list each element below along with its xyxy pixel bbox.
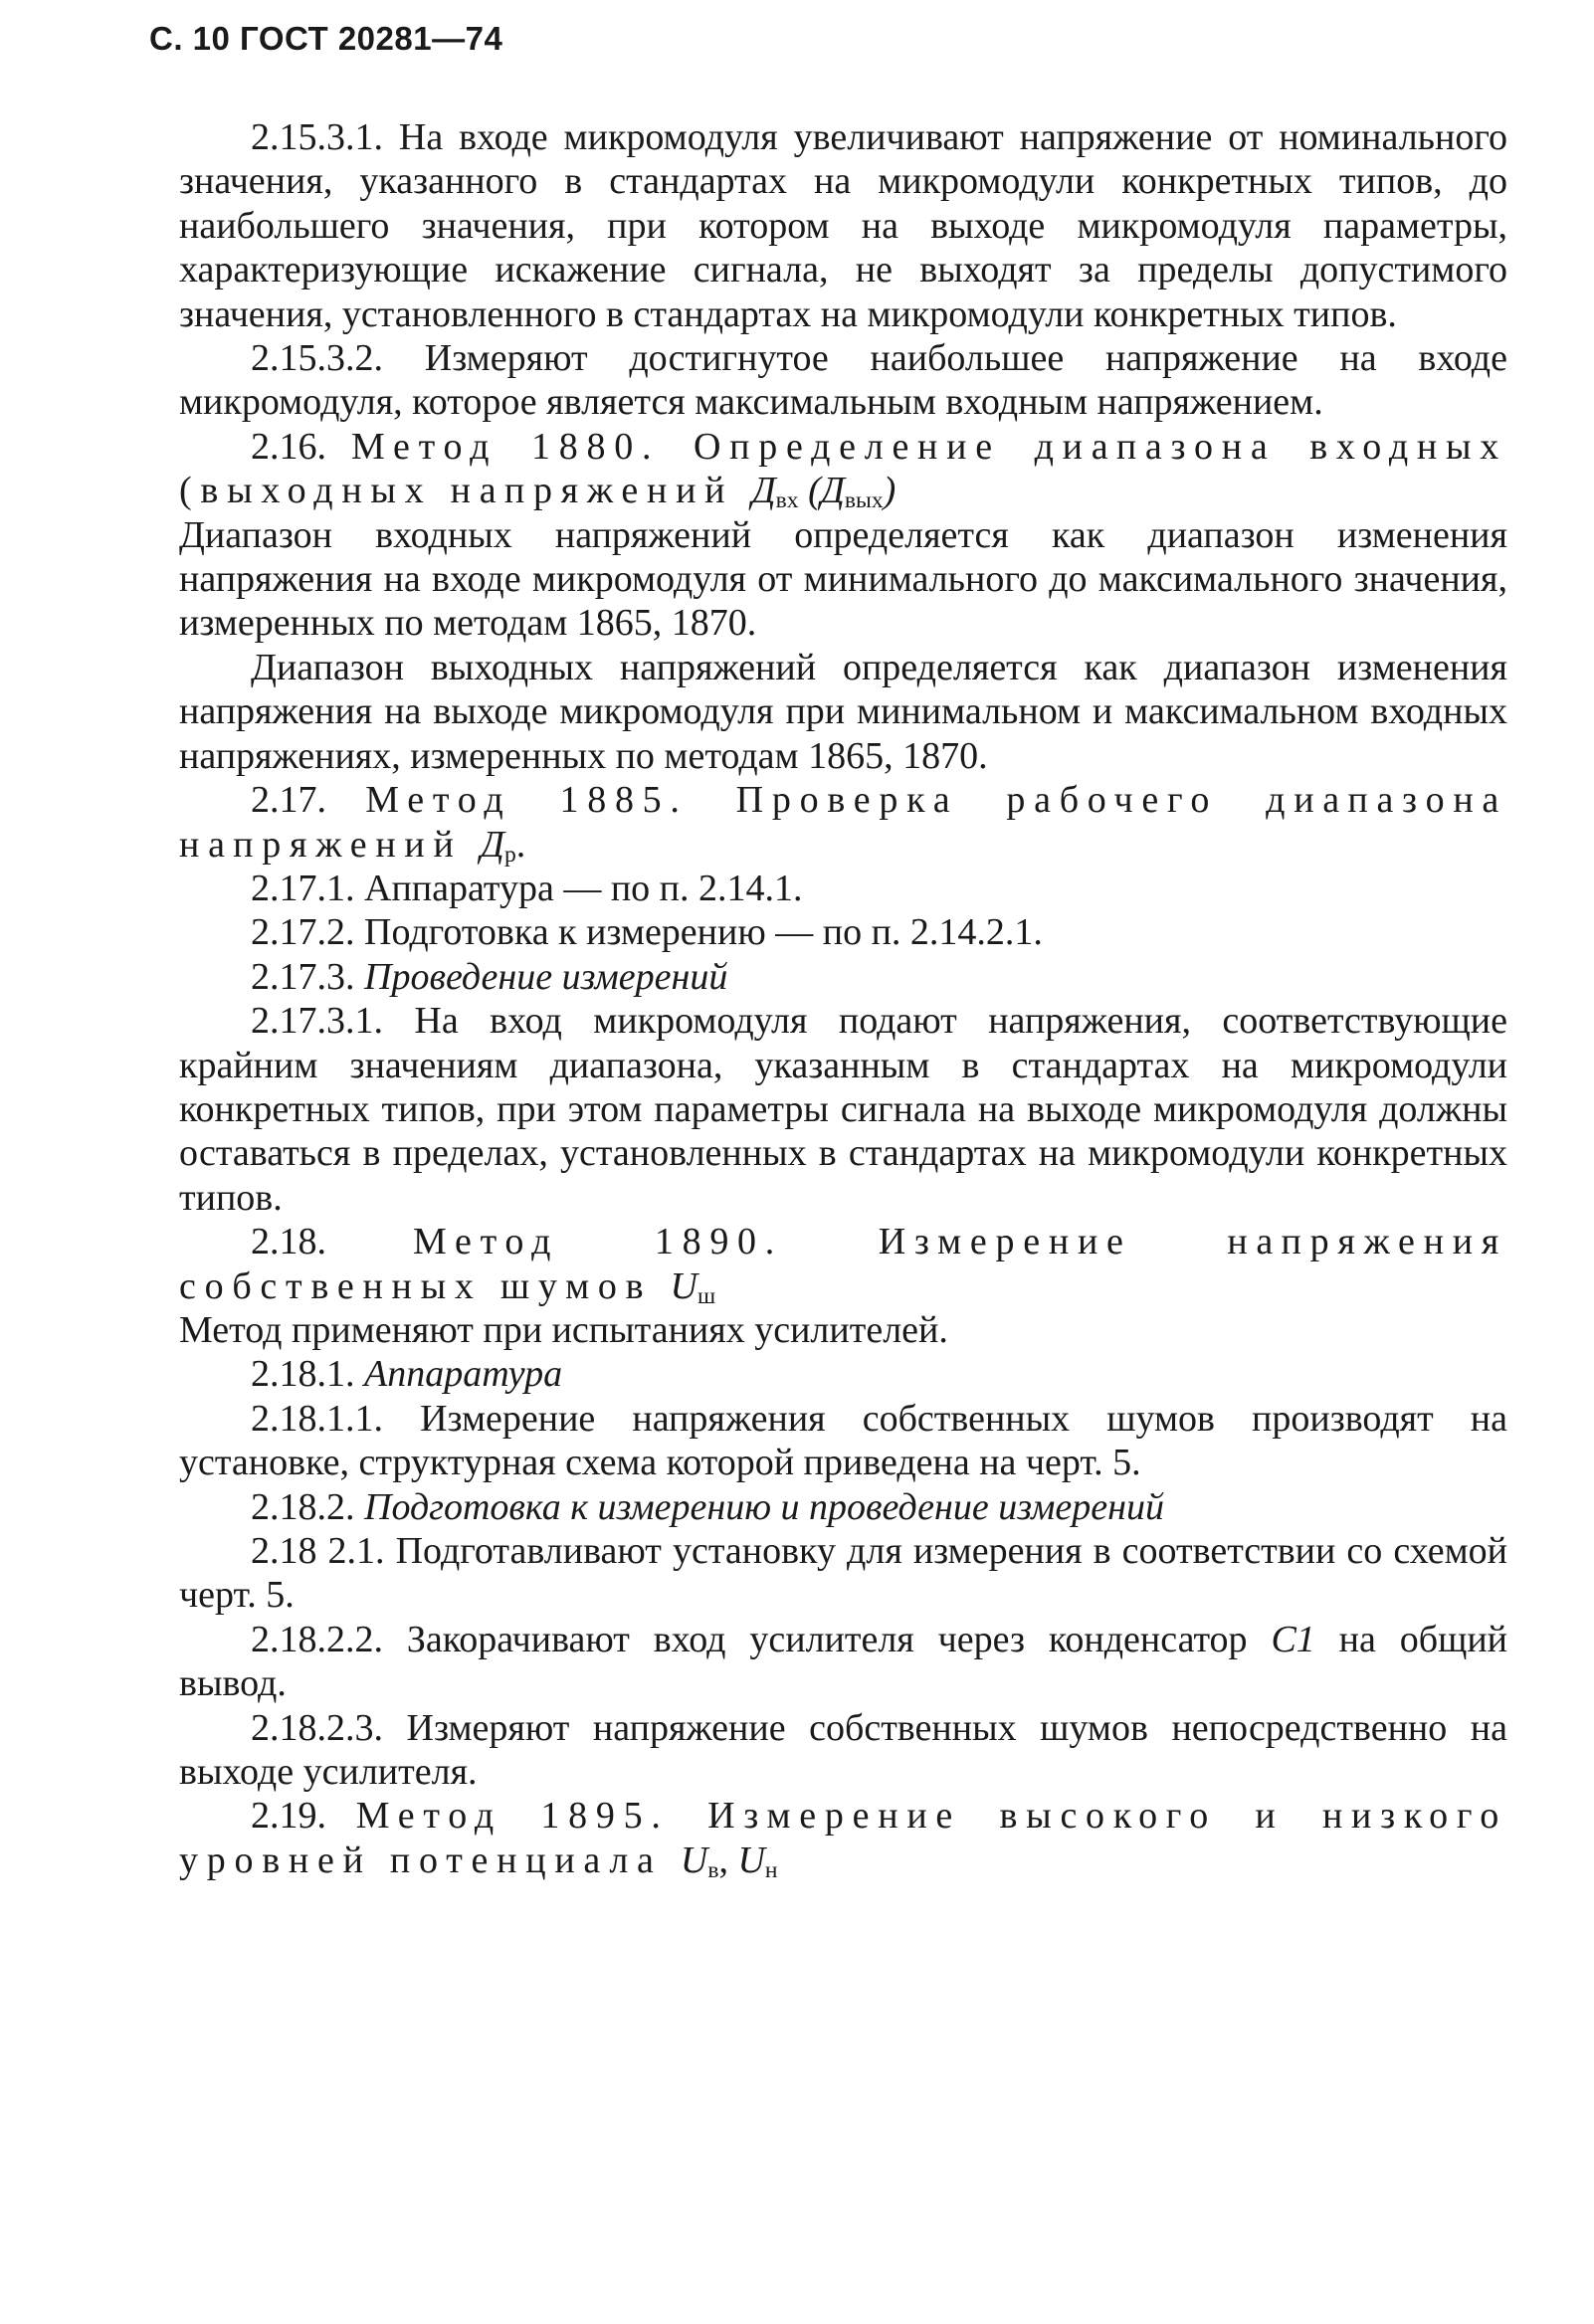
section-heading-2-17 <box>179 778 1507 867</box>
section-heading-2-18 <box>179 1220 1507 1308</box>
paragraph-2-15-3-2: 2.15.3.2. Измеряют достигнутое наибольшее напряжение на входе микромодуля, которое является максимальным входным напряжением. <box>179 337 1507 424</box>
paragraph-2-17-3-1: 2.17.3.1. На вход микромодуля подают напряжения, соответствующие крайним значениям диапазона, указанным в стандартах на микромодули конкретных типов, при этом параметры сигнала на выходе микромодуля должны оставаться в пределах, установленных в стандартах на микромодули конкретных типов. <box>179 1000 1507 1219</box>
method-label: Метод 1880. <box>351 425 661 468</box>
paren-close: ) <box>883 470 897 512</box>
method-label: Метод 1890. <box>412 1221 784 1263</box>
paragraph-2-18-2 <box>179 1485 1507 1529</box>
paragraph-text: 2.18.2.2. Закорачивают вход усилителя через конденсатор <box>251 1618 1272 1660</box>
symbol-u: U <box>670 1264 697 1307</box>
subscript-vyx: вых <box>844 487 884 514</box>
section-title: Измерение высокого и низкого уровней потенциала <box>179 1795 1508 1881</box>
symbol-c1: C1 <box>1271 1618 1315 1660</box>
paragraph-2-17-2: 2.17.2. Подготовка к измерению — по п. 2.14.2.1. <box>251 911 1043 954</box>
paragraph-2-18-1 <box>179 1352 1507 1396</box>
section-number: 2.16. <box>251 425 352 468</box>
symbol-d: Д <box>480 823 504 866</box>
period: . <box>515 823 526 866</box>
subscript-vx: вх <box>775 487 799 514</box>
paragraph-2-18-2-2 <box>179 1618 1507 1706</box>
paragraph-2-15-3-1: 2.15.3.1. На входе микромодуля увеличивают напряжение от номинального значения, указанного в стандартах на микромодули конкретных типов, до наибольшего значения, при котором на выходе микромодуля параметры, характеризующие искажение сигнала, не выходят за пределы допустимого значения, установленного в стандартах на микромодули конкретных типов. <box>179 116 1507 335</box>
paragraph-text-end: на общий вывод. <box>179 1618 1507 1705</box>
paragraph-2-16-output-range: Диапазон выходных напряжений определяется как диапазон изменения напряжения на выходе микромодуля при минимальном и максимальном входных напряжениях, измеренных по методам 1865, 1870. <box>179 646 1507 777</box>
symbol-u-low: U <box>737 1839 765 1881</box>
section-number: 2.17.3. <box>251 955 364 998</box>
subscript-sh: ш <box>697 1282 716 1309</box>
subscript-n: н <box>764 1857 778 1884</box>
subsection-title: Подготовка к измерению и проведение измерений <box>364 1485 1164 1528</box>
page-header: С. 10 ГОСТ 20281—74 <box>149 20 503 57</box>
section-title: Проверка рабочего диапазона напряжений <box>179 779 1508 866</box>
symbol-d: Д <box>751 470 776 512</box>
subscript-r: р <box>503 841 516 868</box>
section-title: Определение диапазона входных (выходных напряжений <box>179 425 1508 512</box>
paragraph-2-18-applicability: Метод применяют при испытаниях усилителей. <box>179 1308 948 1351</box>
paragraph-2-17-1: 2.17.1. Аппаратура — по п. 2.14.1. <box>251 867 803 909</box>
paren-open: ( <box>798 470 821 512</box>
paragraph-2-17-3 <box>179 955 1507 999</box>
section-title: Измерение напряжения собственных шумов <box>179 1221 1508 1307</box>
paragraph-2-16-input-range: Диапазон входных напряжений определяется как диапазон изменения напряжения на входе микромодуля от минимального до максимального значения, измеренных по методам 1865, 1870. <box>179 513 1507 645</box>
section-number: 2.19. <box>251 1795 356 1838</box>
subsection-title: Проведение измерений <box>364 955 728 998</box>
subsection-title: Аппаратура <box>364 1353 563 1396</box>
section-number: 2.18.1. <box>251 1353 364 1396</box>
method-label: Метод 1895. <box>355 1795 670 1838</box>
paragraph-2-18-2-3: 2.18.2.3. Измеряют напряжение собственных шумов непосредственно на выходе усилителя. <box>179 1706 1507 1794</box>
document-body <box>179 115 1507 1882</box>
section-heading-2-16 <box>179 425 1507 513</box>
paragraph-2-18-2-1: 2.18 2.1. Подготавливают установку для измерения в соответствии со схемой черт. 5. <box>179 1530 1507 1617</box>
symbol-u-high: U <box>680 1839 708 1881</box>
paragraph-2-18-1-1: 2.18.1.1. Измерение напряжения собственных шумов производят на установке, структурная схема которой приведена на черт. 5. <box>179 1397 1507 1484</box>
method-label: Метод 1885. <box>365 779 689 822</box>
section-number: 2.18. <box>251 1221 413 1263</box>
section-number: 2.17. <box>251 779 366 822</box>
symbol-d-out: Д <box>820 470 845 512</box>
section-number: 2.18.2. <box>251 1485 364 1528</box>
symbol-separator: , <box>718 1839 738 1881</box>
subscript-v: в <box>707 1857 719 1884</box>
section-heading-2-19 <box>179 1794 1507 1882</box>
